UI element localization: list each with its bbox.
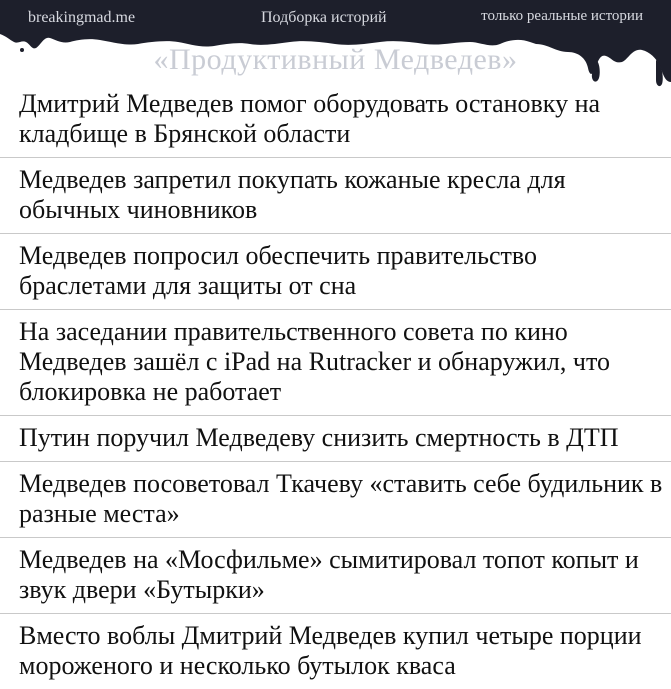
headline-list	[0, 82, 671, 689]
header	[0, 0, 671, 90]
headline-item[interactable]: Медведев попросил обеспечить правительство браслетами для защиты от сна	[0, 234, 671, 310]
stories-collection-link[interactable]: Подборка историй	[261, 9, 387, 26]
site-name[interactable]: breakingmad.me	[28, 9, 136, 26]
headline-item[interactable]: Медведев запретил покупать кожаные кресла для обычных чиновников	[0, 158, 671, 234]
headline-item[interactable]: Путин поручил Медведеву снизить смертность в ДТП	[0, 416, 671, 462]
headline-item[interactable]: На заседании правительственного совета по кино Медведев зашёл с iPad на Rutracker и обнаружил, что блокировка не работает	[0, 310, 671, 416]
headline-item[interactable]: Дмитрий Медведев помог оборудовать остановку на кладбище в Брянской области	[0, 82, 671, 158]
headline-item[interactable]: Медведев посоветовал Ткачеву «ставить себе будильник в разные места»	[0, 462, 671, 538]
headline-item[interactable]: Медведев на «Мосфильме» сымитировал топот копыт и звук двери «Бутырки»	[0, 538, 671, 614]
headline-item[interactable]: Вместо воблы Дмитрий Медведев купил четыре порции мороженого и несколько бутылок кваса	[19, 621, 642, 680]
page-title: «Продуктивный Медведев»	[153, 43, 518, 76]
site-tagline: только реальные истории	[481, 8, 643, 24]
